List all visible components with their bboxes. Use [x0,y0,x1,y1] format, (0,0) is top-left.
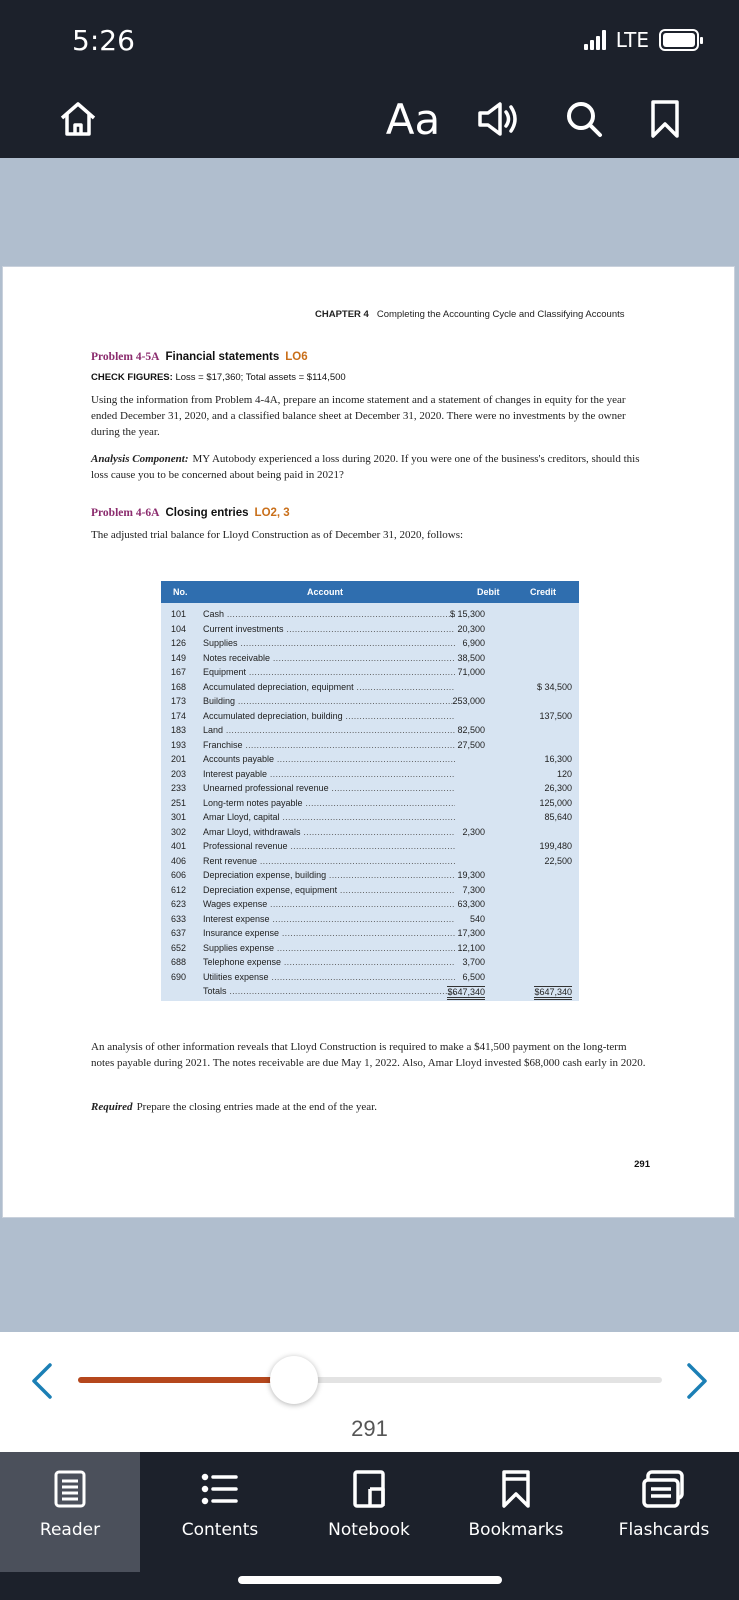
account-number: 174 [171,710,187,721]
table-row [161,738,579,753]
nav-flashcards[interactable] [594,1452,734,1572]
account-name: Amar Lloyd, capital ..... [203,812,455,822]
signal-icon [584,30,606,50]
next-page-button[interactable] [677,1356,717,1406]
nav-reader[interactable] [0,1452,140,1572]
account-number: 104 [171,623,187,634]
page-scrubber [0,1332,739,1452]
debit-amount: 27,500 [457,739,485,750]
debit-amount: 71,000 [457,667,485,677]
account-number: 126 [171,638,187,648]
account-name: Current investments ..... [203,624,455,634]
account-name: Depreciation expense, equipment ..... [203,885,455,895]
debit-amount: $ 15,300 [449,609,485,619]
total-credit: $647,340 [534,986,572,1000]
credit-amount: 137,500 [539,710,572,721]
home-button[interactable] [48,80,108,158]
table-row [161,680,579,695]
nav-label: Contents [181,1520,259,1540]
account-name: Insurance expense ..... [203,928,455,938]
account-number: 633 [171,913,187,924]
account-name: Supplies expense ..... [203,943,455,953]
nav-contents[interactable] [150,1452,290,1572]
totals-row [161,984,579,999]
problem-number: Problem 4-6A [91,507,160,519]
account-name: Telephone expense ..... [203,957,455,967]
account-name: Franchise ..... [203,740,455,750]
table-row [161,796,579,811]
table-row [161,665,579,680]
header-debit: Debit [477,587,500,597]
account-number: 193 [171,739,187,750]
debit-amount: 3,700 [462,957,485,967]
speaker-icon [476,99,520,139]
chapter-label: CHAPTER 4 [315,309,369,320]
debit-amount: 2,300 [462,826,485,837]
analysis-label: Analysis Component: [91,453,189,465]
account-name: Equipment ..... [203,667,455,677]
account-number: 623 [171,899,187,909]
table-row [161,709,579,724]
header-credit: Credit [530,587,557,597]
table-row [161,752,579,767]
debit-amount: 6,500 [462,971,485,982]
account-name: Notes receivable ..... [203,653,455,663]
problem-topic: Closing entries [165,507,249,519]
progress-fill [78,1377,294,1383]
book-page [2,266,735,1218]
table-row [161,825,579,840]
table-row [161,723,579,738]
nav-label: Reader [39,1520,101,1540]
status-indicators [584,28,699,52]
check-figures [91,372,346,383]
credit-amount: 26,300 [544,783,572,793]
table-row [161,810,579,825]
debit-amount: 19,300 [457,870,485,880]
account-name: Amar Lloyd, withdrawals ..... [203,827,455,837]
account-number: 301 [171,812,187,822]
credit-amount: 120 [556,768,572,779]
credit-amount: 125,000 [539,797,572,808]
problem-number: Problem 4-5A [91,351,160,363]
bookmark-icon [649,99,681,139]
table-row [161,883,579,898]
debit-amount: 17,300 [457,928,485,938]
table-row [161,970,579,985]
account-name: Building ..... [203,696,455,706]
credit-amount: 16,300 [544,754,572,764]
account-name: Utilities expense ..... [203,972,455,982]
notebook-icon [352,1469,386,1509]
reader-toolbar [0,80,739,158]
account-name: Wages expense ..... [203,899,455,909]
network-label: LTE [615,28,649,52]
status-bar [0,0,739,80]
table-row [161,839,579,854]
font-settings-button[interactable]: Aa [385,94,441,144]
required-text: Prepare the closing entries made at the end of the year. [136,1101,377,1113]
list-icon [200,1471,240,1507]
problem-4-5a-text: Using the information from Problem 4-4A, prepare an income statement and a statement of changes in equity for the year ended December 31, 2020, and a classified balance sheet at December 31, 2020. There were no investments by the owner during the year. [91,394,626,438]
table-header [161,581,579,603]
required-section [91,1099,651,1115]
account-number: 149 [171,652,187,663]
home-icon [58,99,98,139]
check-figures-text: Loss = $17,360; Total assets = $114,500 [175,372,346,383]
account-number: 688 [171,957,187,967]
bottom-navigation [0,1452,739,1600]
account-name: Accumulated depreciation, building ..... [203,711,455,721]
account-name: Cash ..... [203,609,455,619]
account-name: Professional revenue ..... [203,841,455,851]
account-name: Accounts payable ..... [203,754,455,764]
debit-amount: 253,000 [452,696,485,706]
problem-4-5a-title [91,351,308,363]
account-number: 637 [171,928,187,938]
status-time: 5:26 [72,24,135,57]
account-number: 183 [171,725,187,735]
nav-label: Bookmarks [468,1520,564,1540]
trial-balance-table [161,581,579,1001]
account-number: 652 [171,942,187,953]
problem-4-6a-intro: The adjusted trial balance for Lloyd Construction as of December 31, 2020, follows: [91,529,464,541]
account-number: 302 [171,826,187,837]
analysis-component [91,451,651,483]
analysis-text: MY Autobody experienced a loss during 2020. If you were one of the business's creditors, should this loss cause you to be concerned about being paid in 2021? [91,453,640,481]
debit-amount: 7,300 [462,884,485,895]
problem-4-6a-title [91,507,290,519]
previous-page-button[interactable] [22,1356,62,1406]
account-number: 690 [171,971,187,982]
home-indicator[interactable] [238,1576,502,1584]
credit-amount: 85,640 [544,812,572,822]
account-number: 401 [171,841,187,851]
total-debit: $647,340 [447,986,485,1000]
account-number: 101 [171,609,187,619]
account-number: 606 [171,870,187,880]
slider-thumb[interactable] [270,1356,318,1404]
search-button[interactable] [556,80,612,158]
nav-label: Notebook [328,1520,410,1540]
flashcards-icon [642,1469,686,1509]
current-page-indicator: 291 [351,1416,388,1441]
battery-icon [659,29,699,51]
account-number: 167 [171,667,187,677]
header-no: No. [173,587,188,597]
account-name: Accumulated depreciation, equipment ..... [203,682,455,692]
debit-amount: 63,300 [457,899,485,909]
table-body [161,607,579,999]
account-name: Depreciation expense, building ..... [203,870,455,880]
credit-amount: 22,500 [544,855,572,866]
chevron-right-icon [685,1361,709,1401]
account-number: 201 [171,754,187,764]
learning-objective: LO2, 3 [254,507,290,519]
table-row [161,622,579,637]
account-name: Land ..... [203,725,455,735]
debit-amount: 6,900 [462,638,485,648]
table-row [161,955,579,970]
header-account: Account [307,587,343,597]
chevron-left-icon [30,1361,54,1401]
chapter-title: Completing the Accounting Cycle and Classifying Accounts [376,309,625,320]
nav-bookmarks[interactable] [446,1452,586,1572]
chapter-header [315,309,625,320]
table-row [161,636,579,651]
debit-amount: 540 [469,913,485,924]
table-row [161,607,579,622]
reader-viewport[interactable] [0,158,739,1332]
account-name: Supplies ..... [203,638,455,648]
table-row [161,868,579,883]
totals-label: Totals ..... [203,986,455,996]
nav-notebook[interactable] [299,1452,439,1572]
account-number: 251 [171,797,187,808]
learning-objective: LO6 [285,351,308,363]
account-number: 168 [171,681,187,692]
check-figures-label: CHECK FIGURES: [91,372,173,383]
account-name: Interest payable ..... [203,769,455,779]
account-name: Long-term notes payable ..... [203,798,455,808]
bookmark-button[interactable] [640,80,690,158]
debit-amount: 12,100 [457,942,485,953]
read-aloud-button[interactable] [468,80,528,158]
search-icon [564,99,604,139]
table-row [161,926,579,941]
debit-amount: 38,500 [457,652,485,663]
account-number: 233 [171,783,187,793]
account-number: 406 [171,855,187,866]
bookmark-icon [500,1469,532,1509]
account-number: 203 [171,768,187,779]
reader-icon [53,1469,87,1509]
debit-amount: 82,500 [457,725,485,735]
table-row [161,767,579,782]
table-row [161,651,579,666]
account-name: Interest expense ..... [203,914,455,924]
table-row [161,941,579,956]
account-name: Unearned professional revenue ..... [203,783,455,793]
credit-amount: $ 34,500 [536,681,572,692]
table-row [161,781,579,796]
table-row [161,854,579,869]
table-row [161,912,579,927]
debit-amount: 20,300 [457,623,485,634]
nav-label: Flashcards [618,1520,710,1540]
problem-topic: Financial statements [165,351,280,363]
page-number: 291 [634,1159,650,1170]
required-label: Required [91,1101,133,1113]
account-number: 612 [171,884,187,895]
progress-slider[interactable] [78,1377,662,1383]
credit-amount: 199,480 [539,841,572,851]
account-name: Rent revenue ..... [203,856,455,866]
problem-4-6a-analysis: An analysis of other information reveals that Lloyd Construction is required to make a $41,500 payment on the long-term notes payable during 2021. The notes receivable are due May 1, 2022. Also, Amar Lloyd invested $68,000 cash early in 2020. [91,1041,646,1069]
table-row [161,897,579,912]
table-row [161,694,579,709]
account-number: 173 [171,696,187,706]
